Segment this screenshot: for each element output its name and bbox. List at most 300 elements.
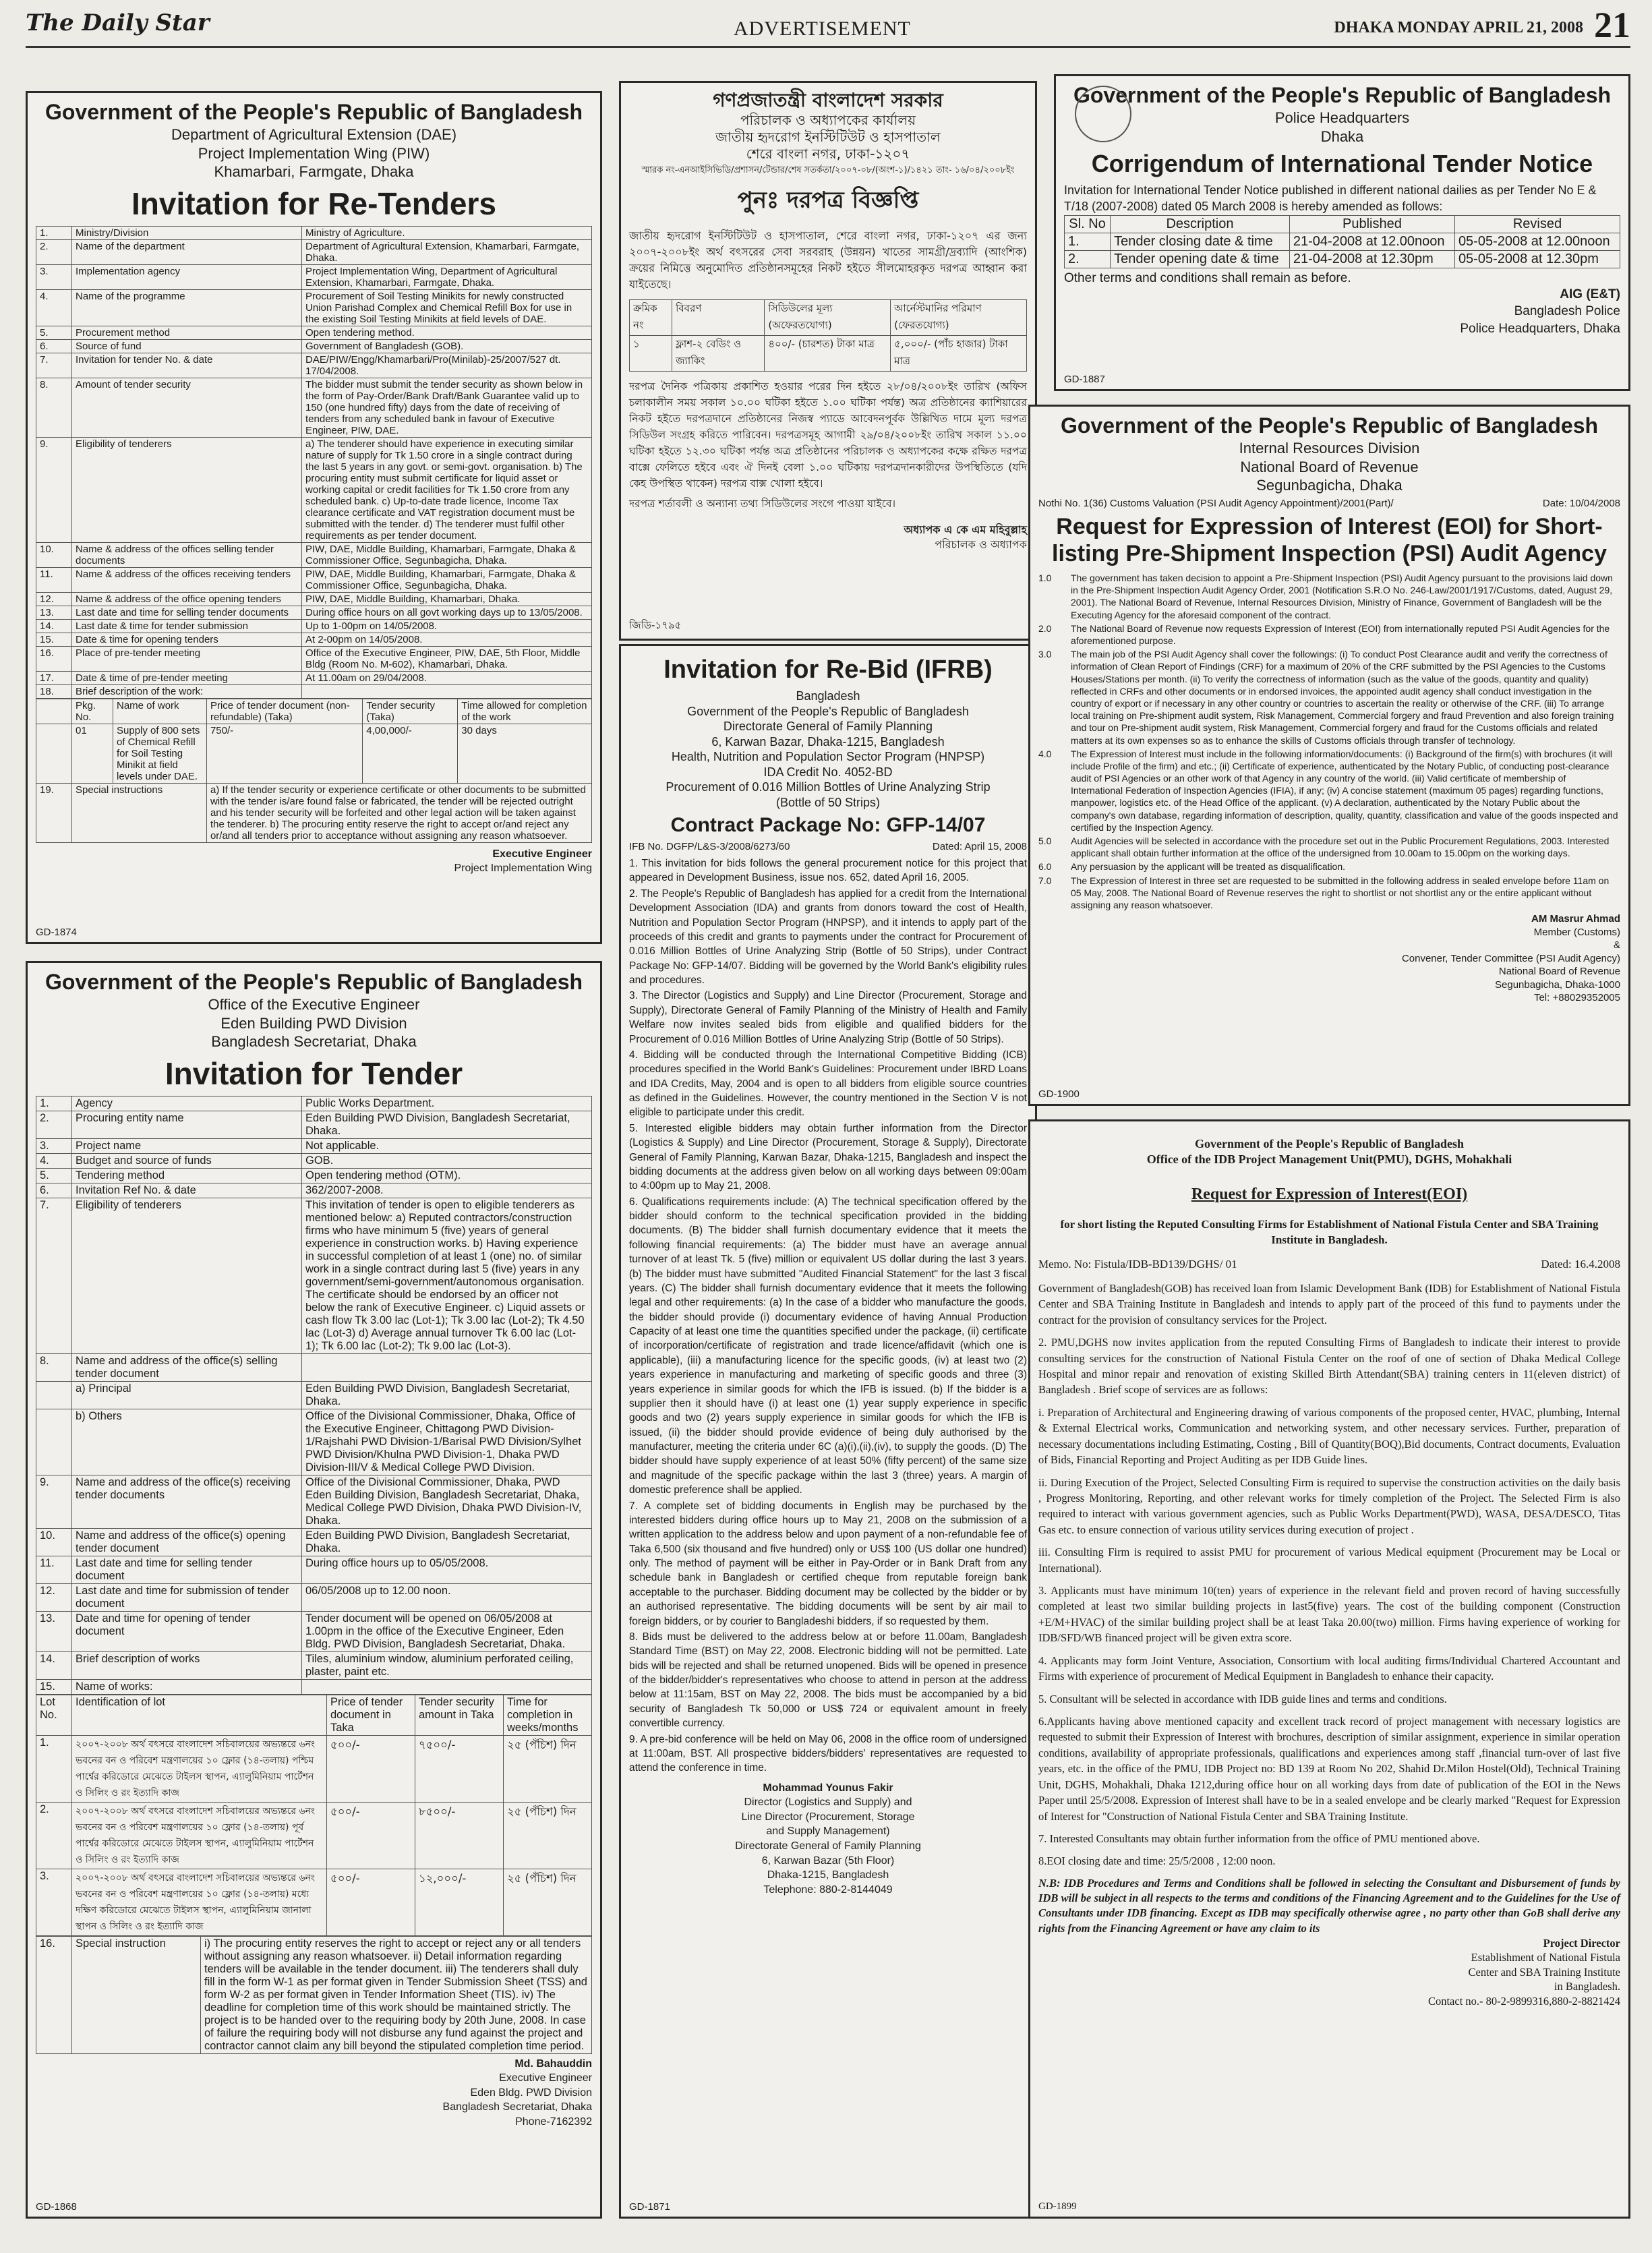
row-value: 06/05/2008 up to 12.00 noon.	[302, 1583, 592, 1611]
table-row	[36, 1168, 592, 1183]
row-value: Project Implementation Wing, Department of Agricultural Extension, Khamarbari, Farmgate, Dhaka.	[302, 264, 592, 289]
table-row	[36, 633, 592, 646]
ad-office: Office of the Executive Engineer	[208, 996, 420, 1013]
paragraph: 7. Interested Consultants may obtain further information from the office of PMU mentioned above.	[1038, 1832, 1480, 1845]
row-value: Eden Building PWD Division, Bangladesh Secretariat, Dhaka.	[302, 1111, 592, 1138]
row-number: 7.	[36, 1198, 72, 1353]
ad-division: Eden Building PWD Division	[220, 1014, 407, 1032]
table-row	[36, 1528, 592, 1556]
table-header: আর্নেস্টমানির পরিমাণ (ফেরতযোগ্য)	[891, 300, 1027, 336]
row-value: Eden Building PWD Division, Bangladesh Secretariat, Dhaka.	[302, 1381, 592, 1409]
row-label: Project name	[72, 1138, 302, 1153]
signatory-office: Project Implementation Wing	[454, 862, 592, 875]
row-label: Agency	[72, 1096, 302, 1111]
lot-cell: ২০০৭-২০০৮ অর্থ বৎসরে বাংলাদেশ সচিবালয়ের অভ্যন্তরে ৬নং ভবনের বন ও পরিবেশ মন্ত্রণালয়ের ১০ ফ্লোর (১৪-তলায়) পশ্চিম পার্শ্বের করিডোরে মেঝেতে টাইলস স্থাপন, এ্যালুমিনিয়াম পার্টেশন ও সিলিং ও রং ইত্যাদি কাজ	[72, 1735, 327, 1802]
row-value	[302, 1353, 592, 1381]
work-cell: Supply of 800 sets of Chemical Refill for Soil Testing Minikit at field levels under DAE.	[113, 724, 207, 783]
table-cell: Tender opening date & time	[1111, 250, 1290, 268]
numbered-clause: 3. The Director (Logistics and Supply) and Line Director (Procurement, Storage and Supply), Directorate General of Family Planning of the Ministry of Health and Family Welfare now invites sealed bids from eligible and qualified bidders for the Procurement of 0.016 Million Bottles of Urine Analyzing Strip (Bottle of 50 Strips).	[629, 990, 1027, 1045]
ifb-date: Dated: April 15, 2008	[932, 841, 1027, 852]
row-label: Procuring entity name	[72, 1111, 302, 1138]
row-label: Invitation for tender No. & date	[72, 353, 302, 378]
clause-number: 3.0	[1038, 649, 1052, 660]
signatory-line: Directorate General of Family Planning	[735, 1840, 921, 1852]
row-number: 9.	[36, 437, 72, 542]
row-number: 11.	[36, 1556, 72, 1583]
table-row	[36, 684, 592, 698]
special-instruction-text: i) The procuring entity reserves the right to accept or reject any or all tenders without assigning any reason whatsoever. ii) Detail information regarding tenders will be available in the tender document. iii) The tenderers shall duly fill in the form W-1 as per format given in Tender Submission Sheet (TSS) and form W-2 as per format given in Tender Information Sheet (TIS). iv) The deadline for completion time of this work should be maintained strictly. The project is to be handed over to the requiring body by 20th June, 2008. In case of failure the requiring body will not disburse any fund against the project and contractor cannot claim any bill beyond the stipulated completion time period.	[201, 1936, 592, 2053]
clause-text: The National Board of Revenue now requests Expression of Interest (EOI) from internationally reputed PSI Audit Agencies for the aforementioned purpose.	[1071, 622, 1610, 647]
clause-text: The Expression of Interest must include in the following information/documents: (i) Background of the firm(s) with brochures (it will include Profile of the firm) and etc.; (ii) Certificate of experience, authenticated by the Notary Public, of conducting post-clearance audit of PSI Agencies or an other work of that Agency in any country of the world. (iii) Valid certificate of membership of International Federation of Inspection Agencies (IFIA), if any; (iv) A concise statement (maximum 05 pages) regarding functions, manpower, logistics etc. of the Head Office of the applicant. (v) A declaration, authenticated by the Notary Public about the company's own database, regarding information of description, quality, quantity, classification and value of the goods inspected and certified by the Inspection Agency.	[1071, 748, 1618, 833]
row-label: Name and address of the office(s) opening tender document	[72, 1528, 302, 1556]
notice-date: Date: 10/04/2008	[1542, 497, 1620, 509]
page-number: 21	[1594, 5, 1630, 45]
special-instruction-table	[36, 1936, 592, 2054]
clause-text: The government has taken decision to appoint a Pre-Shipment Inspection (PSI) Audit Agency pursuant to the provisions laid down in the Pre-Shipment Inspection Audit Agency Order, 2001 (Notification S.R.O No. 246-Law/2001/1917/Customs, dated, August 29, 2001). The National Board of Revenue, Internal Resources Division, Ministry of Finance, Government of Bangladesh will be the Executing Agency for the aforesaid component of the contract.	[1071, 573, 1613, 620]
row-label: Name of works:	[72, 1679, 302, 1694]
ad-gov-heading: Government of the People's Republic of Bangladesh	[45, 970, 583, 994]
work-table	[36, 699, 592, 843]
row-label: Source of fund	[72, 339, 302, 353]
ad-place: Bangladesh Secretariat, Dhaka	[211, 1033, 417, 1050]
signatory-name: AM Masrur Ahmad	[1531, 913, 1620, 925]
table-cell: 21-04-2008 at 12.00noon	[1289, 233, 1454, 250]
row-value: Government of Bangladesh (GOB).	[302, 339, 592, 353]
row-number: 2.	[36, 239, 72, 264]
work-header: Pkg. No.	[72, 699, 113, 724]
row-label: Brief description of works	[72, 1651, 302, 1679]
row-number: 1.	[36, 226, 72, 239]
row-value: This invitation of tender is open to eligible tenderers as mentioned below: a) Reputed contractors/construction firms who have minimum 5 (five) years of general experience in construction works. b) Having experience in successful completion of at least 1 (one) no. of similar work in a single contract during last 5 (five) years in any government/semi-government/autonomous organisation. The certificate should be endorsed by an officer not below the rank of Executive Engineer. c) Liquid assets or cash flow Tk 3.00 lac (Lot-1); Tk 3.00 lac (Lot-2); Tk 4.50 lac (Lot-3) d) Average annual turnover Tk 6.00 lac (Lot-1); Tk 6.00 lac (Lot-2); Tk 9.00 lac (Lot-3).	[302, 1198, 592, 1353]
numbered-clause	[1038, 875, 1620, 912]
table-cell: 05-05-2008 at 12.30pm	[1454, 250, 1620, 268]
work-cell: 750/-	[206, 724, 362, 783]
row-label: Place of pre-tender meeting	[72, 646, 302, 671]
section-title: ADVERTISEMENT	[734, 18, 911, 40]
work-header: Tender security (Taka)	[363, 699, 458, 724]
clause-number: 7.0	[1038, 875, 1052, 886]
table-cell: 2.	[1065, 250, 1111, 268]
signatory-name: অধ্যাপক এ কে এম মহিবুল্লাহ	[904, 523, 1027, 537]
row-label: Budget and source of funds	[72, 1153, 302, 1168]
ad-title: Request for Expression of Interest(EOI)	[1191, 1186, 1468, 1203]
clause-text: Any persuasion by the applicant will be treated as disqualification.	[1071, 861, 1346, 873]
ifb-number: IFB No. DGFP/L&S-3/2008/6273/60	[629, 841, 790, 852]
row-value: DAE/PIW/Engg/Khamarbari/Pro(Minilab)-25/2007/527 dt. 17/04/2008.	[302, 353, 592, 378]
paragraph: 8.EOI closing date and time: 25/5/2008 , 12:00 noon.	[1038, 1854, 1276, 1868]
row-number: 7.	[36, 353, 72, 378]
clause-number: 6.0	[1038, 861, 1052, 873]
row-value: Office of the Divisional Commissioner, Dhaka, PWD Eden Building Division, Bangladesh Secretariat, Dhaka, Medical College PWD Division, Dhaka PWD Division-IV, Dhaka.	[302, 1475, 592, 1528]
signatory-line: Contact no.- 80-2-9899316,880-2-8821424	[1427, 1994, 1620, 2008]
row-value: Not applicable.	[302, 1138, 592, 1153]
header-line: (Bottle of 50 Strips)	[775, 795, 881, 809]
row-label: Last date and time for submission of tender document	[72, 1583, 302, 1611]
lot-cell: ২৫ (পঁচিশ) দিন	[504, 1869, 592, 1935]
row-value: At 2-00pm on 14/05/2008.	[302, 633, 592, 646]
note-text: Other terms and conditions shall remain as before.	[1064, 270, 1351, 285]
signatory-line: Police Headquarters, Dhaka	[1460, 321, 1620, 336]
lot-cell: 3.	[36, 1869, 72, 1935]
row-label: Name of the department	[72, 239, 302, 264]
numbered-clause	[1038, 622, 1620, 647]
lot-row	[36, 1869, 592, 1935]
lot-cell: ২০০৭-২০০৮ অর্থ বৎসরে বাংলাদেশ সচিবালয়ের অভ্যন্তরে ৬নং ভবনের বন ও পরিবেশ মন্ত্রণালয়ের ১০ ফ্লোর (১৪-তলায়) পূর্ব পার্শ্বের করিডোরে মেঝেতে টাইলস স্থাপন, এ্যালুমিনিয়াম পার্টেশন ও সিলিং ও রং ইত্যাদি কাজ	[72, 1802, 327, 1869]
table-row	[36, 226, 592, 239]
body-text: দরপত্র দৈনিক পত্রিকায় প্রকাশিত হওয়ার পরের দিন হইতে ২৮/০৪/২০০৮ইং তারিখ (অফিস চলাকালীন সময় সকাল ১০.০০ ঘটিকা হইতে ১.০০ ঘটিকা পর্যন্ত) অত্র প্রতিষ্ঠানের ক্যাশিয়ারের নিকট হইতে দরপত্রদানে প্রতিষ্ঠানের নিজস্ব প্যাডে আবেদনপূর্বক উল্লিখিত দামে মূল্য দরপত্র সিডিউল সংগ্রহ করিতে পারিবেন। দরপত্রসমূহ আগামী ২৯/০৪/২০০৮ইং তারিখ সকাল ১১.০০ ঘটিকা হইতে ১২.৩০ ঘটিকা পর্যন্ত অত্র প্রতিষ্ঠানের পরিচালক ও অধ্যাপকের কক্ষে রক্ষিত দরপত্র বাক্সে ফেলিতে হইবে এবং ঐ দিনই বেলা ১.০০ ঘটিকায় দরপত্রদানকারীদের উপস্থিতিতে (যদি কেহ উপস্থিত থাকেন) দরপত্র বাক্স খোলা হইবে।	[629, 380, 1027, 490]
table-row	[36, 339, 592, 353]
table-row	[36, 1679, 592, 1694]
row-label: Name & address of the offices selling tender documents	[72, 542, 302, 567]
table-row	[36, 1583, 592, 1611]
numbered-clause: 4. Bidding will be conducted through the International Competitive Bidding (ICB) procedures specified in the World Bank's Guidelines: Procurement under IBRD Loans and IDA Credits, May, 2004 and is open to all bidders from eligible source countries as defined in the Guidelines. However, the country mentioned in the Section V is not eligible to participate under this credit.	[629, 1049, 1027, 1119]
row-number: 19.	[36, 783, 72, 842]
row-label: Name and address of the office(s) selling tender document	[72, 1353, 302, 1381]
ad-title: Corrigendum of International Tender Notice	[1091, 150, 1593, 177]
ad-title: Request for Expression of Interest (EOI) for Short-listing Pre-Shipment Inspection (PSI) Audit Agency	[1052, 513, 1607, 567]
row-value: Up to 1-00pm on 14/05/2008.	[302, 619, 592, 633]
table-row	[36, 1153, 592, 1168]
table-row	[36, 1409, 592, 1475]
row-number: 10.	[36, 1528, 72, 1556]
row-number: 6.	[36, 339, 72, 353]
signatory-line: Dhaka-1215, Bangladesh	[767, 1869, 889, 1881]
signatory-name: Md. Bahauddin	[514, 2057, 592, 2070]
signatory-title: Executive Engineer	[492, 848, 592, 860]
lot-row	[36, 1735, 592, 1802]
table-row	[36, 326, 592, 339]
paragraph: 6.Applicants having above mentioned capacity and excellent track record of project management with necessary logistics are requested to submit their Expression of Interest with brochures, description of similar assignment, experience in similar operation conditions, availability of appropriate professionals, qualifications and experiences among staff ,financial turn-over of last five years, etc. in the office of the PMU, IDB Project no: BD 139 at Room No 202, Shahid Dr.Milon Hostel(Old), Technical Training Unit, DGHS, Mohakhali, Dhaka 1212,during office hour on all working days from date of publication of the EOI in the News Paper until 25/5/2008. Expression of Interest shall have to be in a sealed envelope and be clearly marked "Request for Expression of Interest for "Construction of National Fistula Center and SBA Training Institute.	[1038, 1715, 1620, 1823]
table-row	[36, 1353, 592, 1381]
table-header: Published	[1289, 215, 1454, 233]
row-value: The bidder must submit the tender security as shown below in the form of Pay-Order/Bank Draft/Bank Guarantee valid up to 150 (one hundred fifty) days from the date of receiving of tenders from any scheduled bank in favour of Executive Engineer, PIW, DAE.	[302, 378, 592, 437]
row-label: Implementation agency	[72, 264, 302, 289]
row-number	[36, 1381, 72, 1409]
ad-gov-heading: গণপ্রজাতন্ত্রী বাংলাদেশ সরকার	[713, 89, 943, 111]
numbered-clause: 8. Bids must be delivered to the address below at or before 11.00am, Bangladesh Standard Time (BST) on May 22, 2008. Electronic bidding will not be permitted. Late bids will be rejected and shall be returned unopened. Bids will be opened in presence of the bidder/bidder's representatives who choose to attend in person at the address below at 11:15am, BST on May 22, 2008. The bids must be accompanied by a bid security of Bangladesh Tk 50,000 or US$ 724 or equivalent amount in freely convertible currency.	[629, 1631, 1027, 1730]
ad-title: পুনঃ দরপত্র বিজ্ঞপ্তি	[737, 187, 919, 214]
row-number: 14.	[36, 1651, 72, 1679]
row-number: 3.	[36, 1138, 72, 1153]
row-value: GOB.	[302, 1153, 592, 1168]
table-row	[36, 378, 592, 437]
table-row	[36, 1096, 592, 1111]
row-value: During office hours on all govt working days up to 13/05/2008.	[302, 606, 592, 619]
memo-number: স্মারক নং-এনআইসিভিডি/প্রশাসন/টেন্ডার/শেষ সতর্কতা/২০০৭-০৮/(অংশ-১)/১৪২১ তাং- ১৬/০৪/২০০৮ইং	[641, 165, 1015, 175]
idb-eoi-ad	[1028, 1119, 1630, 2219]
tender-info-table	[36, 226, 592, 699]
masthead	[26, 5, 1630, 48]
table-row	[36, 1475, 592, 1528]
paragraph: 5. Consultant will be selected in accordance with IDB guide lines and terms and conditions.	[1038, 1692, 1447, 1705]
lot-cell: ৮৫০০/-	[415, 1802, 504, 1869]
row-number: 5.	[36, 326, 72, 339]
row-label: Procurement method	[72, 326, 302, 339]
row-value: Tender document will be opened on 06/05/2008 at 1.00pm in the office of the Executive Engineer, Eden Bldg. PWD Division, Bangladesh Secretariat, Dhaka.	[302, 1611, 592, 1651]
nicvd-retender-ad	[619, 81, 1037, 641]
table-row	[36, 239, 592, 264]
lot-row	[36, 1802, 592, 1869]
table-row	[36, 289, 592, 326]
work-header: Name of work	[113, 699, 207, 724]
numbered-clause	[1038, 835, 1620, 859]
row-number	[36, 1409, 72, 1475]
table-header: ক্রমিক নং	[630, 300, 672, 336]
paragraph: i. Preparation of Architectural and Engineering drawing of various components of the proposed center, HVAC, plumbing, Internal & External Electrical works, Communication and networking system, and other necessary services. Further, preparation of necessary documentations including Estimating, Costing , Bill of Quantity(BOQ),Bid documents, Contract documents, Evaluation of Bids, Financial Reporting and Project Auditing as per IDB Guide lines.	[1038, 1405, 1620, 1467]
row-label: Last date & time for tender submission	[72, 619, 302, 633]
lot-cell: ৫০০/-	[327, 1802, 415, 1869]
row-number: 3.	[36, 264, 72, 289]
row-value: Procurement of Soil Testing Minikits for newly constructed Union Parishad Complex and Chemical Refill Box for use in the existing Soil Testing Minikits at field levels of DAE.	[302, 289, 592, 326]
numbered-clause: 1. This invitation for bids follows the general procurement notice for this project that appeared in Development Business, issue nos. 652, dated April 16, 2005.	[629, 858, 1027, 884]
corrigendum-table	[1064, 215, 1620, 268]
paragraph: ii. During Execution of the Project, Selected Consulting Firm is required to supervise the construction activities on the daily basis , Progress Monitoring, Reporting, and other relevant works for timely completion of the Project. The Selected Firm is also required to interact with various government agencies, such as Public Works Department(PWD), WASA, DESA/DESCO, Titas Gas etc. to ensure connection of various utility services during execution of project .	[1038, 1475, 1620, 1536]
clause-number: 1.0	[1038, 573, 1052, 584]
numbered-clause: 2. The People's Republic of Bangladesh has applied for a credit from the International Development Association (IDA) and grants from donors toward the cost of Health, Nutrition and Population Sector Program (HNPSP), and it intends to apply part of the proceeds of this credit and grants to payments under the contract for Procurement of 0.016 Million Bottles of Urine Analyzing Strip (Bottle of 50 Strips), under Contract Package No: GFP-14/07. Bidding will be governed by the World Bank's eligibility rules and procedures.	[629, 887, 1027, 986]
table-cell: ৪০০/- (চারশত) টাকা মাত্র	[765, 336, 891, 372]
row-label: b) Others	[72, 1409, 302, 1475]
numbered-clause	[1038, 748, 1620, 833]
signatory-line: Segunbagicha, Dhaka-1000	[1495, 978, 1620, 991]
table-header: Sl. No	[1065, 215, 1111, 233]
row-number: 8.	[36, 378, 72, 437]
ad-address: শেরে বাংলা নগর, ঢাকা-১২০৭	[746, 146, 910, 162]
signatory-line: Telephone: 880-2-8144049	[763, 1883, 893, 1896]
contract-package: Contract Package No: GFP-14/07	[670, 814, 986, 836]
ad-office: পরিচালক ও অধ্যাপকের কার্যালয়	[740, 112, 916, 128]
table-row	[1065, 250, 1620, 268]
signatory-line: Executive Engineer	[499, 2072, 592, 2084]
work-cell: 01	[72, 724, 113, 783]
signatory-line: Director (Logistics and Supply) and	[744, 1796, 912, 1809]
row-value: Eden Building PWD Division, Bangladesh Secretariat, Dhaka.	[302, 1528, 592, 1556]
lot-cell: 2.	[36, 1802, 72, 1869]
intro-text: জাতীয় হৃদরোগ ইনস্টিটিউট ও হাসপাতাল, শেরে বাংলা নগর, ঢাকা-১২০৭ এর জন্য ২০০৭-২০০৮ইং অর্থ বৎসরের সেবা সরবরাহ (উন্নয়ন) খাতের সামগ্রী/দ্রব্যাদি (আংশিক) ক্রয়ের নিমিত্তে অনুমোদিত প্রতিষ্ঠানসমূহের নিকট হইতে সীলমোহরকৃত দরপত্র আহ্বান করা যাইতেছে।	[629, 229, 1027, 291]
item-table	[629, 299, 1027, 372]
memo-date: Dated: 16.4.2008	[1541, 1257, 1620, 1270]
ad-organisation: Police Headquarters	[1274, 109, 1410, 126]
table-header: Description	[1111, 215, 1290, 233]
table-row	[36, 567, 592, 592]
gd-number: GD-1900	[1038, 1088, 1080, 1100]
row-number: 18.	[36, 684, 72, 698]
row-number: 15.	[36, 633, 72, 646]
lot-header: Identification of lot	[72, 1695, 327, 1735]
work-cell: 30 days	[458, 724, 592, 783]
numbered-clause	[1038, 648, 1620, 747]
table-row	[36, 619, 592, 633]
row-number: 9.	[36, 1475, 72, 1528]
row-number: 4.	[36, 289, 72, 326]
row-number: 2.	[36, 1111, 72, 1138]
lot-header: Tender security amount in Taka	[415, 1695, 504, 1735]
gd-number: GD-1899	[1038, 2201, 1077, 2212]
row-number: 15.	[36, 1679, 72, 1694]
signatory-line: Establishment of National Fistula	[1471, 1951, 1620, 1964]
header-line: IDA Credit No. 4052-BD	[763, 765, 893, 779]
ad-gov-heading: Government of the People's Republic of Bangladesh	[1195, 1137, 1464, 1150]
work-header: Time allowed for completion of the work	[458, 699, 592, 724]
ad-office: Office of the IDB Project Management Unit(PMU), DGHS, Mohakhali	[1146, 1152, 1512, 1166]
row-value: Office of the Executive Engineer, PIW, DAE, 5th Floor, Middle Bldg (Room No. M-602), Khamarbari, Dhaka.	[302, 646, 592, 671]
lot-table	[36, 1695, 592, 1936]
signatory-line: Tel: +88029352005	[1533, 992, 1620, 1004]
row-value: During office hours up to 05/05/2008.	[302, 1556, 592, 1583]
row-number: 12.	[36, 1583, 72, 1611]
row-label: a) Principal	[72, 1381, 302, 1409]
table-cell: ১	[630, 336, 672, 372]
row-value: At 11.00am on 29/04/2008.	[302, 671, 592, 684]
row-number: 11.	[36, 567, 72, 592]
signatory-name: AIG (E&T)	[1560, 287, 1620, 301]
row-label: Eligibility of tenderers	[72, 1198, 302, 1353]
signatory-line: Line Director (Procurement, Storage	[741, 1811, 915, 1823]
row-label: Brief description of the work:	[72, 684, 302, 698]
row-label: Invitation Ref No. & date	[72, 1183, 302, 1198]
nb-text: N.B: IDB Procedures and Terms and Conditions shall be followed in selecting the Consultant and Disbursement of funds by IDB will be subject in all respects to the terms and conditions of the Financing Agreement and to the Guidelines for the Use of Consultants under IDB financing. Except as IDB may specifically otherwise agree , no party other than GoB shall derive any rights from the Financing Agreement or have any claim to its	[1038, 1876, 1620, 1935]
tender-info-table	[36, 1096, 592, 1695]
ad-institute: জাতীয় হৃদরোগ ইনস্টিটিউট ও হাসপাতাল	[715, 129, 941, 145]
signatory-name: Mohammad Younus Fakir	[763, 1782, 893, 1794]
row-label: Name of the programme	[72, 289, 302, 326]
ad-place: Khamarbari, Farmgate, Dhaka	[214, 163, 414, 180]
gd-number: GD-1871	[629, 2201, 670, 2213]
table-cell: 05-05-2008 at 12.00noon	[1454, 233, 1620, 250]
ad-gov-heading: Government of the People's Republic of Bangladesh	[45, 100, 583, 124]
signatory-line: Member (Customs)	[1533, 926, 1620, 938]
table-header: সিডিউলের মূল্য (অফেরতযোগ্য)	[765, 300, 891, 336]
clause-text: The Expression of Interest in three set are requested to be submitted in the following address in sealed envelope before 11am on 05 May, 2008. The National Board of Revenue reserves the right to shortlist or not shortlist any or the entire applicant without assigning any reason whatsoever.	[1071, 875, 1610, 910]
ad-subtitle: for short listing the Reputed Consulting Firms for Establishment of National Fistula Center and SBA Training Institute in Bangladesh.	[1060, 1218, 1599, 1246]
row-number: 10.	[36, 542, 72, 567]
ad-place: Segunbagicha, Dhaka	[1256, 477, 1403, 494]
newspaper-logo: The Daily Star	[26, 9, 210, 36]
header-line: Government of the People's Republic of Bangladesh	[687, 704, 969, 718]
nbr-psi-eoi-ad	[1028, 405, 1630, 1106]
note-text: দরপত্র শর্তাবলী ও অন্যান্য তথ্য সিডিউলের সংগে পাওয়া যাইবে।	[629, 498, 896, 510]
row-label: Ministry/Division	[72, 226, 302, 239]
row-value	[302, 1679, 592, 1694]
table-row	[36, 1198, 592, 1353]
work-cell: 4,00,000/-	[363, 724, 458, 783]
nothi-number: Nothi No. 1(36) Customs Valuation (PSI Audit Agency Appointment)/2001(Part)/	[1038, 497, 1394, 509]
row-number: 16.	[36, 1936, 72, 2053]
signatory-line: Eden Bldg. PWD Division	[470, 2086, 592, 2099]
issue-date: DHAKA MONDAY APRIL 21, 2008	[1334, 19, 1583, 36]
special-instructions-label: Special instructions	[72, 783, 207, 842]
header-line: Procurement of 0.016 Million Bottles of Urine Analyzing Strip	[666, 780, 991, 794]
signatory-line: Convener, Tender Committee (PSI Audit Agency)	[1401, 952, 1620, 964]
clause-number: 2.0	[1038, 622, 1052, 634]
row-label: Amount of tender security	[72, 378, 302, 437]
table-cell: 21-04-2008 at 12.30pm	[1289, 250, 1454, 268]
table-cell: ৫,০০০/- (পাঁচ হাজার) টাকা মাত্র	[891, 336, 1027, 372]
row-number: 16.	[36, 646, 72, 671]
row-value: Tiles, aluminium window, aluminium perforated ceiling, plaster, paint etc.	[302, 1651, 592, 1679]
pwd-tender-ad	[26, 961, 602, 2219]
table-row	[36, 1611, 592, 1651]
row-label: Tendering method	[72, 1168, 302, 1183]
numbered-clause: 6. Qualifications requirements include: (A) The technical specification offered by the bidder should conform to the technical specification provided in the bidding documents. (B) The bidder shall furnish documentary evidence that it meets the following financial requirements: (a) The bidder must have an average annual turnover of at least Tk. 5 (five) million or equivalent US dollar during the last 3 years. (b) The bidder must have submitted "Audited Financial Statement" for the last 3 fiscal years. (C) The bidder shall furnish documentary evidence that it meets the following legal and other requirements: (a) In the case of a bidder who manufacture the goods, the bidder should provide (i) documentary evidence of having Annual Production Capacity of at least one time the quantities specified under the package, (ii) certificate of incorporation/certificate of registration and trade licence/affidavit (which one is applicable), (iii) a manufacturing licence for the specific goods, (iv) at least two (2) years experience in manufacturing and marketing of specific goods and three (3) years experience in similar goods for which the IFB is issued. (b) If the bidder is a supplier then it should have (i) at least one (1) year supply experience in specific goods and two (2) years supply experience in similar goods for which the IFB is issued, (ii) the bidder should provide evidence of being duly authorised by the manufacturer, meeting the criteria under 6C (a)(i),(ii),(iv), to supply the goods. (D) The bidder should have supply experience of at least 50% (fifty percent) of the same size and magnitude of the specific package within the last 3 (three) years. A margin of domestic preference shall be applied.	[629, 1196, 1027, 1496]
row-number: 12.	[36, 592, 72, 606]
work-header: Price of tender document (non-refundable) (Taka)	[206, 699, 362, 724]
numbered-clause	[1038, 860, 1620, 873]
clause-number: 5.0	[1038, 836, 1052, 847]
table-row	[36, 437, 592, 542]
table-row	[36, 671, 592, 684]
row-number: 5.	[36, 1168, 72, 1183]
ad-gov-heading: Government of the People's Republic of Bangladesh	[1060, 413, 1599, 438]
row-value: PIW, DAE, Middle Building, Khamarbari, Farmgate, Dhaka & Commissioner Office, Segunbagicha, Dhaka.	[302, 542, 592, 567]
memo-number: Memo. No: Fistula/IDB-BD139/DGHS/ 01	[1038, 1257, 1237, 1270]
ad-department: Department of Agricultural Extension (DAE)	[171, 126, 457, 143]
row-label: Date & time for opening tenders	[72, 633, 302, 646]
paragraph: 2. PMU,DGHS now invites application from the reputed Consulting Firms of Bangladesh to indicate their interest to provide consulting services for the construction of National Fistula Center on the roof of one of section of Dhaka Medical College Hospital and minor repair and renovation of existing Skilled Birth Attendant(SBA) training centers in 11(eleven district) of Bangladesh . Brief scope of services are as follows:	[1038, 1336, 1620, 1397]
signatory-name: Project Director	[1543, 1936, 1620, 1950]
paragraph: iii. Consulting Firm is required to assist PMU for procurement of various Medical equipment (Procurement may be Local or International).	[1038, 1546, 1620, 1575]
numbered-clause: 7. A complete set of bidding documents in English may be purchased by the interested bidders during office hours up to May 21, 2008 on the submission of a written application to the address below and upon payment of a non-refundable fee of Taka 6,500 (six thousand and five hundred) only or US$ 100 (US dollar one hundred) only. The method of payment will be either in Pay-Order or in Bank Draft from any schedule bank in Bangladesh or certified cheque from reputable foreign bank acceptable to the purchaser. Bidding document may be collected by the bidder or by an authorised representative. The bidding documents will be sent by air mail to foreign bidders, or by courier to Bangladeshi bidders, if so requested by them.	[629, 1500, 1027, 1627]
gd-number: GD-1874	[36, 927, 77, 938]
table-row	[36, 592, 592, 606]
dae-retender-ad	[26, 91, 602, 944]
lot-cell: ৭৫০০/-	[415, 1735, 504, 1802]
row-value: Public Works Department.	[302, 1096, 592, 1111]
lot-cell: ২৫ (পঁচিশ) দিন	[504, 1735, 592, 1802]
row-number: 17.	[36, 671, 72, 684]
table-row	[36, 264, 592, 289]
row-value: a) The tenderer should have experience in executing similar nature of supply for Tk 1.50 crore in a single contract during the last 5 years in any govt. or semi-govt. organisation. b) The procuring entity must submit certificate for liquid asset or working capital or credit facilities for Tk 1.50 crore from any scheduled bank. c) Up-to-date trade licence, Income Tax clearance certificate and VAT registration document must be submitted with the tender. d) The tenderer must fulfil other requirements as per tender document.	[302, 437, 592, 542]
table-row	[36, 542, 592, 567]
special-instruction-label: Special instruction	[72, 1936, 201, 2053]
numbered-clause: 9. A pre-bid conference will be held on May 06, 2008 in the office room of undersigned at 11:00am, BST. All prospective bidders/bidders' representatives are requested to attend the conference in time.	[629, 1733, 1027, 1774]
ad-wing: Project Implementation Wing (PIW)	[198, 144, 430, 162]
paragraph: Government of Bangladesh(GOB) has received loan from Islamic Development Bank (IDB) for Establishment of National Fistula Center and SBA Training Institute in Bangladesh and intends to apply part of the proceed of this fund to payments under the contract for the provision of consultancy services for the Project.	[1038, 1281, 1620, 1326]
row-label: Last date and time for selling tender documents	[72, 606, 302, 619]
table-row	[36, 1556, 592, 1583]
row-value	[302, 684, 592, 698]
lot-cell: ২৫ (পঁচিশ) দিন	[504, 1802, 592, 1869]
ifrb-ad	[619, 644, 1037, 2219]
lot-header: Lot No.	[36, 1695, 72, 1735]
police-corrigendum-ad	[1054, 74, 1630, 391]
header-line: Health, Nutrition and Population Sector Program (HNPSP)	[671, 750, 985, 763]
lot-cell: ৫০০/-	[327, 1869, 415, 1935]
table-row	[36, 1138, 592, 1153]
header-line: Bangladesh	[796, 689, 860, 703]
lot-header: Price of tender document in Taka	[327, 1695, 415, 1735]
row-value: Office of the Divisional Commissioner, Dhaka, Office of the Executive Engineer, Chittagong PWD Division-1/Rajshahi PWD Division-1/Barisal PWD Division/Sylhet PWD Division/Khulna PWD Division-1, Dhaka PWD Division-III/V & Medical College PWD Division.	[302, 1409, 592, 1475]
table-row	[36, 1111, 592, 1138]
lot-cell: ১২,০০০/-	[415, 1869, 504, 1935]
row-label: Date & time of pre-tender meeting	[72, 671, 302, 684]
signatory-title: পরিচালক ও অধ্যাপক	[935, 537, 1027, 551]
row-number: 1.	[36, 1096, 72, 1111]
table-cell: ফ্লাশ-২ বেডিং ও জ্যাকিং	[672, 336, 765, 372]
signatory-line: Bangladesh Police	[1514, 304, 1620, 319]
police-emblem-icon	[1075, 86, 1131, 142]
special-instructions-text: a) If the tender security or experience certificate or other documents to be submitted with the tender is/are found false or fabricated, the tender will be rejected outright and his tender security will be forfeited and other legal action will be taken against the tenderer. b) The procuring entity reserve the right to accept or/and reject any or/and all tenders prior to acceptance without assigning any reason whatsoever.	[206, 783, 591, 842]
numbered-clause	[1038, 572, 1620, 621]
ad-division: Internal Resources Division	[1239, 440, 1420, 457]
table-header: Revised	[1454, 215, 1620, 233]
signatory-line: Bangladesh Secretariat, Dhaka	[442, 2101, 592, 2113]
row-number: 4.	[36, 1153, 72, 1168]
intro-text: Invitation for International Tender Notice published in different national dailies as per Tender No E & T/18 (2007-2008) dated 05 March 2008 is hereby amended as follows:	[1064, 183, 1597, 214]
gd-number: GD-1868	[36, 2201, 77, 2213]
row-value: Ministry of Agriculture.	[302, 226, 592, 239]
lot-cell: ৫০০/-	[327, 1735, 415, 1802]
row-number: 8.	[36, 1353, 72, 1381]
